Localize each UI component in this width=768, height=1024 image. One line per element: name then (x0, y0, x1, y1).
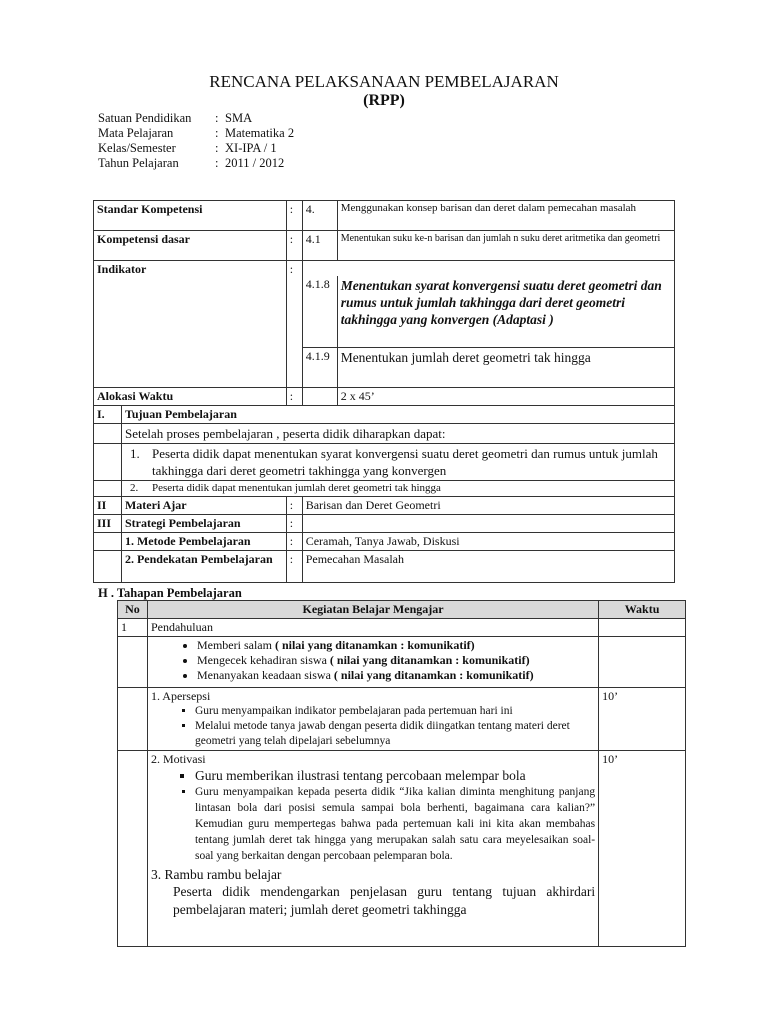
col-header-kbm: Kegiatan Belajar Mengajar (147, 601, 598, 619)
tujuan-intro: Setelah proses pembelajaran , peserta didik diharapkan dapat: (121, 424, 674, 444)
pendahuluan-label: Pendahuluan (147, 619, 598, 637)
table-row (118, 637, 686, 688)
standar-kompetensi-text: Menggunakan konsep barisan dan deret dalam pemecahan masalah (337, 201, 674, 231)
standar-kompetensi-label: Standar Kompetensi (94, 201, 287, 231)
table-row: Standar Kompetensi : 4. Menggunakan konsep barisan dan deret dalam pemecahan masalah (94, 201, 675, 231)
pendahuluan-list (147, 637, 598, 688)
kompetensi-dasar-text: Menentukan suku ke-n barisan dan jumlah n suku deret aritmetika dan geometri (337, 231, 674, 261)
motivasi-block: 2. Motivasi ▪ Guru memberikan ilustrasi tentang percobaan melempar bola ▪ Guru menyampaikan kepada peserta didik “Jika kalian diminta menghitung panjang lintasan bola dari posisi semula sampai bola berhenti, bagaimana cara kalian?” Kemudian guru mempertegas bahwa pada pertemuan kali ini kita akan membahas tentang jumlah deret tak hingga yang merupakan salah satu cara meyelesaikan soal-soal yang berkaitan dengan percobaan pelemparan bola. 3. Rambu rambu belajar Peserta didik mendengarkan penjelasan guru tentang tujuan akhirdari pembelajaran materi; jumlah deret geometri takhingga (147, 751, 598, 947)
list-item: • Menanyakan keadaan siswa ( nilai yang ditanamkan : komunikatif) (197, 668, 595, 683)
meta-label: Tahun Pelajaran (98, 156, 179, 170)
list-item: ▪ Guru menyampaikan indikator pembelajaran pada pertemuan hari ini (195, 704, 595, 719)
tujuan-item-2: 2. Peserta didik dapat menentukan jumlah deret geometri tak hingga (121, 481, 674, 497)
col-header-no: No (118, 601, 148, 619)
motivasi-time: 10’ (599, 751, 686, 947)
table-row: III Strategi Pembelajaran : (94, 515, 675, 533)
table-row: 1. Metode Pembelajaran : Ceramah, Tanya Jawab, Diskusi (94, 533, 675, 551)
meta-row: Mata Pelajaran : Matematika 2 (98, 126, 295, 140)
table-row: Kompetensi dasar : 4.1 Menentukan suku ke-n barisan dan jumlah n suku deret aritmetika dan geometri (94, 231, 675, 261)
page-subtitle: (RPP) (363, 92, 405, 109)
strategi-label: Strategi Pembelajaran (121, 515, 286, 533)
page-title: RENCANA PELAKSANAAN PEMBELAJARAN (209, 72, 559, 91)
rpp-info-table (93, 200, 675, 583)
metode-text: Ceramah, Tanya Jawab, Diskusi (302, 533, 674, 551)
meta-row: Satuan Pendidikan : SMA (98, 111, 253, 125)
meta-value: XI-IPA / 1 (225, 141, 277, 155)
meta-row: Tahun Pelajaran : 2011 / 2012 (98, 156, 285, 170)
indikator-1-text: Menentukan syarat konvergensi suatu deret geometri dan rumus untuk jumlah takhingga dari deret geometri takhingga yang konvergen (Adaptasi ) (337, 276, 674, 348)
kompetensi-dasar-label: Kompetensi dasar (94, 231, 287, 261)
indikator-label: Indikator (94, 261, 287, 388)
meta-value: SMA (225, 111, 253, 125)
table-row (94, 481, 675, 497)
table-header-row (118, 601, 686, 619)
apersepsi-block: 1. Apersepsi ▪ Guru menyampaikan indikator pembelajaran pada pertemuan hari ini ▪ Melalui metode tanya jawab dengan peserta didik diingatkan tentang materi deret geometri yang telah dipelajari sebelumnya (147, 688, 598, 751)
rambu-text: Peserta didik mendengarkan penjelasan guru tentang tujuan akhirdari pembelajaran materi; jumlah deret geometri takhingga (172, 884, 596, 917)
pendekatan-text: Pemecahan Masalah (302, 551, 674, 583)
table-row: 4.1.8 Menentukan syarat konvergensi suatu deret geometri dan rumus untuk jumlah takhingga dari deret geometri takhingga yang konvergen (Adaptasi ) (94, 276, 675, 348)
col-header-waktu: Waktu (599, 601, 686, 619)
metode-label: 1. Metode Pembelajaran (121, 533, 286, 551)
list-item: ▪ Melalui metode tanya jawab dengan peserta didik diingatkan tentang materi deret geometri yang telah dipelajari sebelumnya (195, 719, 595, 749)
table-row (94, 424, 675, 444)
table-row (94, 444, 675, 481)
table-row: Indikator : (94, 261, 675, 276)
tahapan-table (117, 600, 686, 947)
table-row: Alokasi Waktu : 2 x 45’ (94, 388, 675, 406)
table-row (118, 751, 686, 947)
tujuan-label: Tujuan Pembelajaran (121, 406, 674, 424)
table-row: 2. Pendekatan Pembelajaran : Pemecahan Masalah (94, 551, 675, 583)
alokasi-waktu-text: 2 x 45’ (337, 388, 674, 406)
alokasi-waktu-label: Alokasi Waktu (94, 388, 287, 406)
apersepsi-time: 10’ (599, 688, 686, 751)
materi-ajar-label: Materi Ajar (121, 497, 286, 515)
list-item: • Memberi salam ( nilai yang ditanamkan : komunikatif) (197, 638, 595, 653)
tujuan-item-1: 1. Peserta didik dapat menentukan syarat konvergensi suatu deret geometri dan rumus untuk jumlah takhingga dari deret geometri takhingga yang konvergen (121, 444, 674, 481)
meta-value: 2011 / 2012 (225, 156, 285, 170)
list-item: • Mengecek kehadiran siswa ( nilai yang ditanamkan : komunikatif) (197, 653, 595, 668)
meta-label: Kelas/Semester (98, 141, 176, 155)
table-row: 1 Pendahuluan (118, 619, 686, 637)
list-item: ▪ Guru memberikan ilustrasi tentang percobaan melempar bola (195, 767, 595, 784)
pendekatan-label: 2. Pendekatan Pembelajaran (121, 551, 286, 583)
table-row: 4.1.9 Menentukan jumlah deret geometri tak hingga (94, 348, 675, 388)
table-row (118, 688, 686, 751)
materi-ajar-text: Barisan dan Deret Geometri (302, 497, 674, 515)
table-row: I. Tujuan Pembelajaran (94, 406, 675, 424)
meta-label: Mata Pelajaran (98, 126, 174, 140)
indikator-2-text: Menentukan jumlah deret geometri tak hingga (337, 348, 674, 388)
table-row: II Materi Ajar : Barisan dan Deret Geometri (94, 497, 675, 515)
meta-row: Kelas/Semester : XI-IPA / 1 (98, 141, 277, 155)
meta-value: Matematika 2 (225, 126, 295, 140)
list-item: ▪ Guru menyampaikan kepada peserta didik “Jika kalian diminta menghitung panjang lintasan bola dari posisi semula sampai bola berhenti, bagaimana cara kalian?” Kemudian guru mempertegas bahwa pada pertemuan kali ini kita akan membahas tentang jumlah deret tak hingga yang merupakan salah satu cara meyelesaikan soal-soal yang berkaitan dengan percobaan pelemparan bola. (195, 784, 595, 864)
meta-label: Satuan Pendidikan (98, 111, 192, 125)
section-heading: H . Tahapan Pembelajaran (98, 586, 242, 600)
